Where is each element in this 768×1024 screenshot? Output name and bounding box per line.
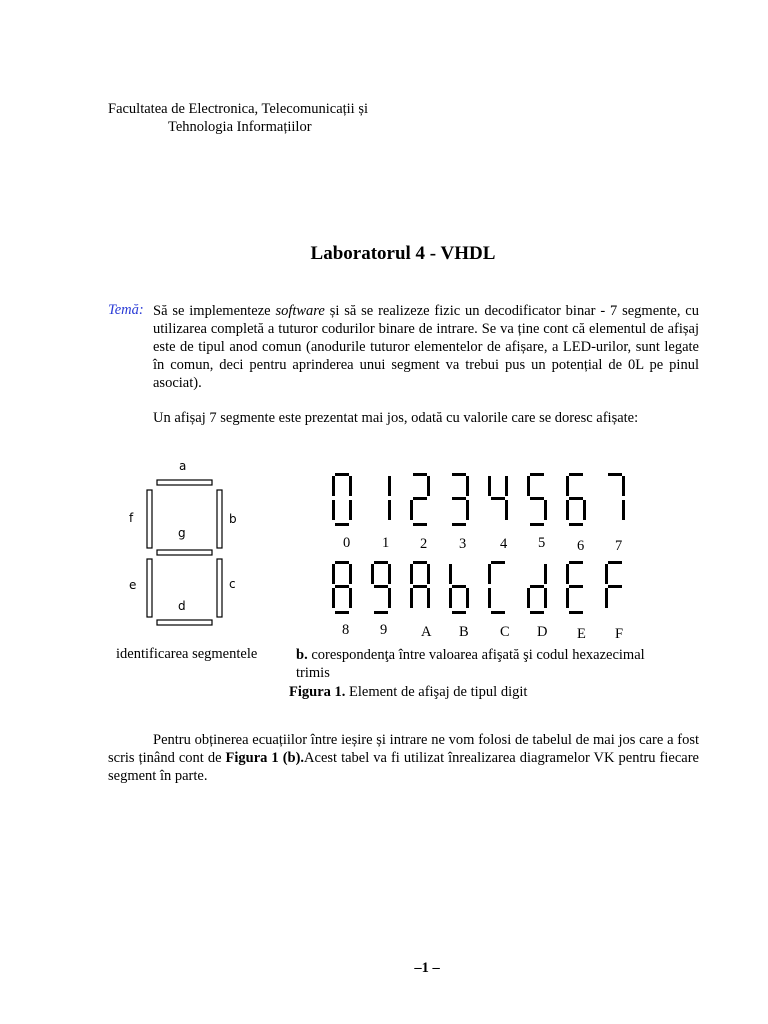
seven-segment-glyph-B: [449, 564, 469, 614]
segment-b-9: [388, 564, 391, 584]
digit-label-0: 0: [343, 535, 351, 551]
segment-c-6: [583, 500, 586, 520]
segment-c-5: [544, 500, 547, 520]
segment-d-5: [530, 523, 544, 526]
segment-e-6: [566, 500, 569, 520]
segment-c-7: [622, 500, 625, 520]
segment-e-E: [566, 588, 569, 608]
segment-b-A: [427, 564, 430, 584]
segment-label-d: d: [178, 599, 186, 613]
segment-d-D: [530, 611, 544, 614]
segment-d-9: [374, 611, 388, 614]
segment-c-3: [466, 500, 469, 520]
segment-a-A: [413, 561, 427, 564]
seven-segment-glyph-1: [388, 476, 391, 520]
segment-g-6: [569, 497, 583, 500]
seven-segment-glyph-7: [608, 473, 625, 520]
segment-e-2: [410, 500, 413, 520]
digit-label-A: A: [421, 624, 432, 640]
segment-g-A: [413, 585, 427, 588]
segment-c-8: [349, 588, 352, 608]
segment-a-7: [608, 473, 622, 476]
tema-paragraph: [153, 302, 699, 392]
segment-g-B: [452, 585, 466, 588]
seven-segment-glyph-A: [410, 561, 430, 608]
segment-b-2: [427, 476, 430, 496]
segment-g-9: [374, 585, 388, 588]
segment-c-B: [466, 588, 469, 608]
segment-e: [147, 559, 152, 617]
segment-label-e: e: [129, 578, 137, 592]
digit-label-F: F: [615, 626, 624, 642]
seven-segment-glyph-3: [452, 473, 469, 526]
tema-label: Temă:: [108, 302, 144, 318]
outro-paragraph: [108, 731, 699, 785]
segment-g-F: [608, 585, 622, 588]
figure-caption-text: Element de afişaj de tipul digit: [345, 684, 528, 700]
segment-e-F: [605, 588, 608, 608]
segment-g-E: [569, 585, 583, 588]
seven-segment-glyph-D: [527, 564, 547, 614]
segment-f-0: [332, 476, 335, 496]
segment-f-5: [527, 476, 530, 496]
segment-e-A: [410, 588, 413, 608]
segment-caption: identificarea segmentele: [116, 646, 258, 662]
page-number: –1 –: [414, 960, 440, 976]
segment-c-A: [427, 588, 430, 608]
seven-segment-glyph-0: [332, 473, 352, 526]
digit-label-C: C: [500, 624, 510, 640]
digit-label-5: 5: [538, 535, 546, 551]
segment-b-7: [622, 476, 625, 496]
segment-g-4: [491, 497, 505, 500]
segment-d-8: [335, 611, 349, 614]
seven-segment-glyph-F: [605, 561, 622, 608]
segment-a-8: [335, 561, 349, 564]
segment-e-8: [332, 588, 335, 608]
tema-text-after: și să se realizeze fizic un decodificator binar - 7 segmente, cu utilizarea completă a tuturor codurilor binare de intrare. Se va ține cont că elementul de afișaj este de tipul anod comun (anodurile tuturor elementelor de afișare, a LED-urilor, sunt legate în comun, deci pentru aprinderea unui segment va trebui pus un potențial de 0L pe pinul asociat).: [153, 303, 699, 391]
segment-d-3: [452, 523, 466, 526]
figure-caption: [289, 683, 527, 701]
digit-label-1: 1: [382, 535, 390, 551]
segment-a: [157, 480, 212, 485]
intro-paragraph: Un afișaj 7 segmente este prezentat mai jos, odată cu valorile care se doresc afișate:: [153, 410, 639, 426]
digits-caption-text: corespondenţa între valoarea afişată şi codul hexazecimal: [307, 647, 645, 663]
header-line-2: Tehnologia Informațiilor: [168, 119, 312, 135]
digit-label-3: 3: [459, 536, 467, 552]
tema-text-before: Să se implementeze: [153, 303, 276, 319]
segment-b-8: [349, 564, 352, 584]
segment-f: [147, 490, 152, 548]
segment-a-3: [452, 473, 466, 476]
digit-label-6: 6: [577, 538, 585, 554]
segment-a-2: [413, 473, 427, 476]
segment-f-6: [566, 476, 569, 496]
segment-label-f: f: [129, 511, 134, 525]
segment-g-D: [530, 585, 544, 588]
digit-label-9: 9: [380, 622, 388, 638]
segment-b-4: [505, 476, 508, 496]
segment-a-E: [569, 561, 583, 564]
segment-e-B: [449, 588, 452, 608]
seven-segment-glyph-6: [566, 473, 586, 526]
digit-label-D: D: [537, 624, 548, 640]
segment-g: [157, 550, 212, 555]
segment-label-b: b: [229, 512, 237, 526]
digits-caption-bold: b.: [296, 647, 308, 663]
segment-c-1: [388, 500, 391, 520]
segment-f-E: [566, 564, 569, 584]
digit-label-E: E: [577, 626, 586, 642]
segment-f-C: [488, 564, 491, 584]
segment-d-C: [491, 611, 505, 614]
segment-c: [217, 559, 222, 617]
segment-a-9: [374, 561, 388, 564]
figure-caption-bold: Figura 1.: [289, 684, 346, 700]
tema-text-italic: software: [275, 303, 325, 319]
segment-d-0: [335, 523, 349, 526]
segment-f-9: [371, 564, 374, 584]
segment-g-3: [452, 497, 466, 500]
header-line-1: Facultatea de Electronica, Telecomunicații și: [108, 101, 369, 117]
digits-caption-line-2: trimis: [296, 665, 330, 681]
segment-a-5: [530, 473, 544, 476]
page-title: Laboratorul 4 - VHDL: [310, 243, 496, 264]
segment-g-2: [413, 497, 427, 500]
segment-a-0: [335, 473, 349, 476]
outro-text-before: Pentru obținerea ecuațiilor între ieșire și intrare ne vom folosi de tabelul de mai jos care a fost scris ținând cont de: [108, 732, 699, 766]
segment-a-F: [608, 561, 622, 564]
seven-segment-glyph-C: [488, 561, 505, 614]
outro-text-after: Acest tabel va fi utilizat înrealizarea diagramelor VK pentru fiecare segment în parte.: [108, 750, 699, 784]
seven-segment-glyph-8: [332, 561, 352, 614]
segment-b-1: [388, 476, 391, 496]
segment-a-6: [569, 473, 583, 476]
segment-label-a: a: [179, 459, 187, 473]
seven-segment-glyph-5: [527, 473, 547, 526]
seven-segment-glyph-E: [566, 561, 583, 614]
segment-e-D: [527, 588, 530, 608]
segment-d: [157, 620, 212, 625]
digit-label-8: 8: [342, 622, 350, 638]
segment-d-E: [569, 611, 583, 614]
segment-f-B: [449, 564, 452, 584]
segment-b-0: [349, 476, 352, 496]
segment-f-F: [605, 564, 608, 584]
segment-d-2: [413, 523, 427, 526]
segment-c-9: [388, 588, 391, 608]
segment-c-D: [544, 588, 547, 608]
segment-e-0: [332, 500, 335, 520]
segment-a-C: [491, 561, 505, 564]
digits-caption-line-1: [296, 646, 645, 664]
segment-g-8: [335, 585, 349, 588]
segment-b-3: [466, 476, 469, 496]
segment-d-B: [452, 611, 466, 614]
hex-digits-display: [320, 465, 650, 625]
seven-segment-glyph-4: [488, 476, 508, 520]
digit-label-4: 4: [500, 536, 508, 552]
segment-b: [217, 490, 222, 548]
segment-f-8: [332, 564, 335, 584]
segment-c-0: [349, 500, 352, 520]
seven-segment-glyph-2: [410, 473, 430, 526]
segment-b-D: [544, 564, 547, 584]
segment-f-A: [410, 564, 413, 584]
outro-text-bold: Figura 1 (b).: [225, 750, 305, 766]
digit-label-2: 2: [420, 536, 428, 552]
digit-label-7: 7: [615, 538, 623, 554]
segment-label-c: c: [229, 577, 236, 591]
segment-d-6: [569, 523, 583, 526]
digit-label-B: B: [459, 624, 469, 640]
segment-f-4: [488, 476, 491, 496]
segment-c-4: [505, 500, 508, 520]
segment-g-5: [530, 497, 544, 500]
segment-label-g: g: [178, 526, 186, 540]
seven-segment-glyph-9: [371, 561, 391, 614]
segment-e-C: [488, 588, 491, 608]
